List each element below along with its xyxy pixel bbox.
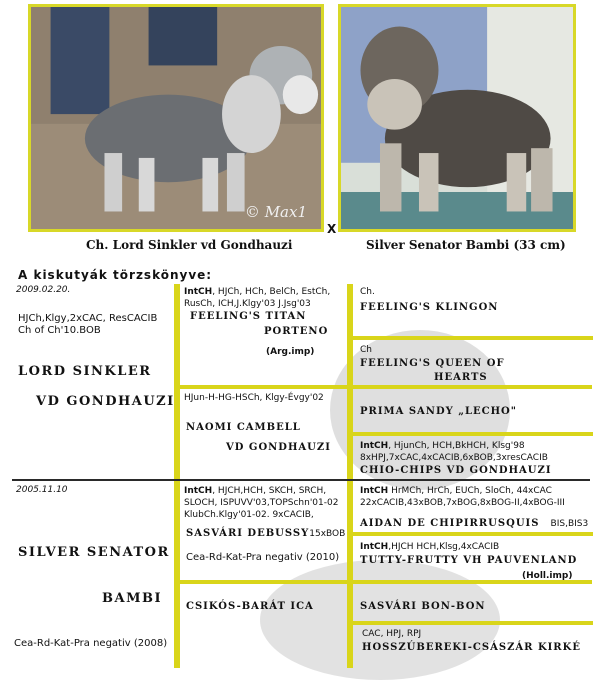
photo-watermark: © Max1 — [244, 203, 307, 221]
dam-fm-titles — [360, 541, 499, 553]
dam-fm-note: (Holl.imp) — [522, 571, 573, 581]
dam-ff-name: AIDAN DE CHIPIRRUSQUIS — [360, 518, 540, 529]
dam-father-name-row — [186, 521, 345, 540]
sire-name-line2: VD GONDHAUZI — [36, 394, 175, 409]
sire-fm-name-line1: FEELING'S QUEEN OF — [360, 358, 505, 369]
sire-photo — [28, 4, 324, 232]
sire-mm-titles-line2: 8xHPJ,7xCAC,4xCACIB,6xBOB,3xresCACIB — [360, 453, 548, 463]
grid-line-r3 — [353, 432, 593, 436]
dam-father-titles — [184, 485, 349, 521]
dam-father-health: Cea-Rd-Kat-Pra negativ (2010) — [186, 552, 340, 563]
dam-health: Cea-Rd-Kat-Pra negativ (2008) — [14, 638, 168, 649]
sire-fm-title: Ch — [360, 345, 372, 355]
grid-line-r1 — [353, 336, 593, 340]
sire-photo-caption: Ch. Lord Sinkler vd Gondhauzi — [86, 238, 293, 252]
sire-father-note: (Arg.imp) — [266, 347, 315, 357]
sire-ff-name: FEELING'S KLINGON — [360, 302, 499, 313]
sire-mm-name: CHIO-CHIPS VD GONDHAUZI — [360, 465, 552, 476]
dam-father-titles-line3: KlubCh.Klgy'01-02. 9xCACIB, — [184, 510, 314, 520]
sire-father-name-line1: FEELING'S TITAN — [190, 311, 307, 322]
dam-dog-image — [341, 7, 573, 229]
dam-father-name: SASVÁRI DEBUSSY — [186, 528, 310, 539]
sire-fm-name-line2: HEARTS — [434, 372, 488, 383]
dam-ff-titles-bold: IntCH — [360, 486, 389, 496]
dam-fm-titles-line1: ,HJCH HCH,Klsg,4xCACIB — [388, 542, 500, 552]
sire-titles-line1: HJCh,Klgy,2xCAC, ResCACIB — [18, 313, 158, 324]
dam-father-titles-line2: SLOCH, ISPUVV'03,TOPSchn'01-02 — [184, 498, 339, 508]
dam-photo-caption: Silver Senator Bambi (33 cm) — [366, 238, 566, 252]
grid-line-r7 — [353, 621, 593, 625]
dam-fm-titles-bold: IntCH — [360, 542, 389, 552]
sire-dog-image — [31, 7, 321, 229]
grid-line-col2 — [347, 284, 353, 668]
dam-mm-name: HOSSZÚBEREKI-CSÁSZÁR KIRKÉ — [362, 642, 581, 653]
sire-father-titles-line2: RusCh, ICH,J.Klgy'03 J.Jsg'03 — [184, 299, 311, 309]
dam-birth-date: 2005.11.10 — [16, 485, 68, 495]
dam-ff-titles-line2: 22xCACIB,43xBOB,7xBOG,8xBOG-II,4xBOG-III — [360, 498, 565, 508]
sire-name-line1: LORD SINKLER — [18, 364, 152, 379]
sire-mm-titles-bold: IntCH — [360, 441, 389, 451]
dam-name-line2: BAMBI — [102, 591, 163, 606]
sire-mother-name-line1: NAOMI CAMBELL — [186, 422, 301, 433]
dam-father-titles-line1: , HJCH,HCH, SKCH, SRCH, — [212, 486, 327, 496]
sire-mf-name: PRIMA SANDY „LECHO" — [360, 406, 517, 417]
pedigree-title: A kiskutyák törzskönyve: — [18, 268, 213, 282]
dam-photo — [338, 4, 576, 232]
dam-fm-name: TUTTY-FRUTTY VH PAUVENLAND — [360, 555, 578, 566]
sire-birth-date: 2009.02.20. — [16, 285, 71, 295]
sire-father-titles — [184, 286, 349, 310]
cross-symbol: X — [327, 222, 337, 236]
sire-mother-titles: HJun-H-HG-HSCh, Klgy-Évgy'02 — [184, 393, 324, 403]
sire-mother-name-line2: VD GONDHAUZI — [226, 442, 331, 453]
sire-mm-titles — [360, 440, 592, 464]
dam-mf-name: SASVÁRI BON-BON — [360, 601, 486, 612]
dam-mm-titles: CAC, HPJ, RPJ — [362, 629, 422, 639]
dam-ff-titles-line1: HrMCh, HrCh, EUCh, SloCh, 44xCAC — [388, 486, 552, 496]
grid-line-r5 — [353, 532, 593, 536]
main-divider — [12, 479, 590, 481]
dam-father-titles-bold: IntCH — [184, 486, 213, 496]
sire-father-name-line2: PORTENO — [264, 326, 329, 337]
dam-mother-name: CSIKÓS-BARÁT ICA — [186, 601, 314, 612]
dam-name-line1: SILVER SENATOR — [18, 545, 170, 560]
dam-father-name-suffix: 15xBOB — [309, 529, 346, 539]
dam-ff-name-row — [360, 511, 588, 530]
sire-mm-titles-line1: , HjunCh, HCH,BkHCH, Klsg'98 — [388, 441, 525, 451]
sire-father-titles-bold: IntCH — [184, 287, 213, 297]
sire-ff-title: Ch. — [360, 287, 375, 297]
sire-father-titles-line1: , HJCh, HCh, BelCh, EstCh, — [212, 287, 331, 297]
dam-ff-titles — [360, 485, 592, 509]
dam-ff-name-suffix: BIS,BIS3 — [550, 519, 589, 529]
sire-titles-line2: Ch of Ch'10.BOB — [18, 325, 101, 336]
grid-line-r2 — [180, 385, 592, 389]
grid-line-col1 — [174, 284, 180, 668]
